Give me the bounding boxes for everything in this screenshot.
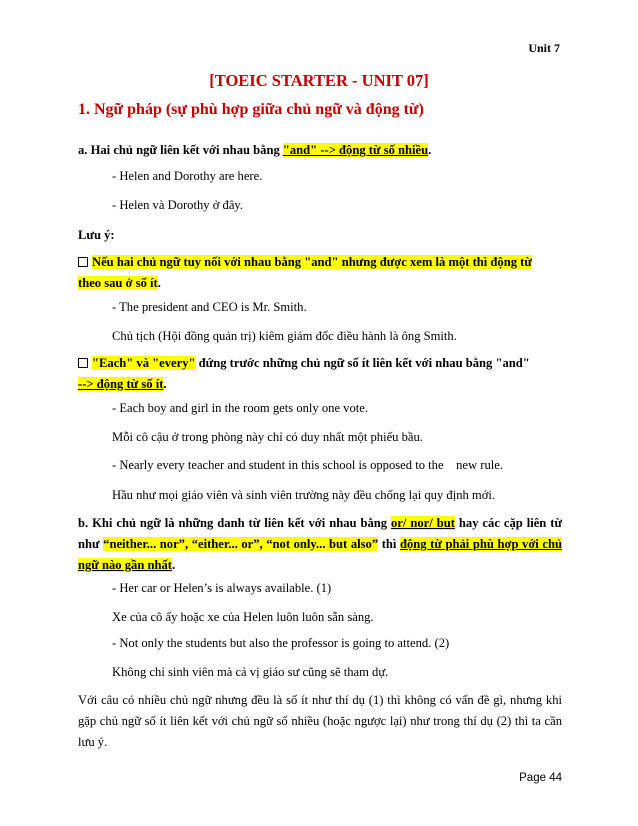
- note-1-example-vi: Chủ tịch (Hội đồng quản trị) kiêm giám đốc điều hành là ông Smith.: [112, 329, 457, 343]
- note-1-line1: Nếu hai chủ ngữ tuy nối với nhau bằng "and" nhưng được xem là một thì động từ: [92, 255, 532, 269]
- rule-b-example1-en: - Her car or Helen’s is always available. (1): [112, 581, 332, 595]
- note-2-example1-en: - Each boy and girl in the room gets only one vote.: [112, 401, 369, 415]
- note-2-example1-vi: Mỗi cô cậu ở trong phòng này chỉ có duy nhất một phiếu bầu.: [112, 430, 423, 444]
- rule-b-example2-vi: Không chỉ sinh viên mà cả vị giáo sư cũng sẽ tham dự.: [112, 665, 389, 679]
- rule-a-example-vi: - Helen và Dorothy ở đây.: [112, 198, 244, 212]
- page-title: [TOEIC STARTER - UNIT 07]: [209, 71, 429, 90]
- note-label: Lưu ý:: [78, 228, 115, 242]
- rule-a-example-en: - Helen and Dorothy are here.: [112, 169, 263, 183]
- note-1-line2: theo sau ở số ít: [78, 276, 158, 290]
- rule-a-highlight: "and" --> động từ số nhiều: [282, 143, 429, 157]
- rule-b-example2-en: - Not only the students but also the professor is going to attend. (2): [112, 636, 450, 650]
- rule-b-end: .: [172, 558, 176, 572]
- rule-a-lead: a. Hai chủ ngữ liên kết với nhau bằng: [78, 143, 283, 157]
- unit-label: Unit 7: [528, 41, 560, 55]
- note-2-line2: [78, 377, 167, 391]
- note-1: [78, 252, 562, 294]
- square-bullet-icon: [78, 358, 88, 368]
- note-2-highlight: "Each" và "every": [92, 356, 196, 370]
- closing-paragraph: Với câu có nhiều chủ ngữ nhưng đều là số ít như thí dụ (1) thì không có vấn đề gì, nhưng khi gặp chủ ngữ số ít liên kết với chủ ngữ số nhiều (hoặc ngược lại) như trong thí dụ (2) thì ta cần lưu ý.: [78, 693, 562, 749]
- rule-b-lead: b. Khi chủ ngữ là những danh từ liên kết với nhau bằng: [78, 516, 392, 530]
- note-1-end: .: [157, 276, 161, 290]
- rule-a: [78, 140, 562, 161]
- page-number: Page 44: [519, 772, 562, 784]
- note-1-example-en: - The president and CEO is Mr. Smith.: [112, 300, 307, 314]
- rule-b-highlight-2: “neither... nor”, “either... or”, “not only... but also”: [103, 537, 379, 551]
- rule-a-end: .: [428, 143, 432, 157]
- rule-b-example1-vi: Xe của cô ấy hoặc xe của Helen luôn luôn sẵn sàng.: [112, 610, 374, 624]
- rule-b-mid-1: hay các cặp liên từ như: [78, 516, 562, 551]
- rule-b-highlight-1: or/ nor/ but: [391, 516, 455, 530]
- note-2-example2-en: - Nearly every teacher and student in this school is opposed to the new rule.: [112, 458, 503, 472]
- note-2-rest: đứng trước những chủ ngữ số ít liên kết với nhau bằng "and": [195, 356, 530, 370]
- rule-b: [78, 513, 562, 576]
- rule-b-highlight-3: động từ phải phù hợp với chủ ngữ nào gần nhất: [78, 537, 562, 572]
- note-2: [78, 353, 562, 395]
- square-bullet-icon: [78, 257, 88, 267]
- rule-b-mid-2: thì: [378, 537, 400, 551]
- section-heading: 1. Ngữ pháp (sự phù hợp giữa chủ ngữ và động từ): [78, 101, 424, 118]
- note-2-line2-text: --> động từ số ít: [78, 377, 164, 391]
- note-2-example2-vi: Hầu như mọi giáo viên và sinh viên trường này đều chống lại quy định mới.: [112, 488, 496, 502]
- note-2-end: .: [163, 377, 167, 391]
